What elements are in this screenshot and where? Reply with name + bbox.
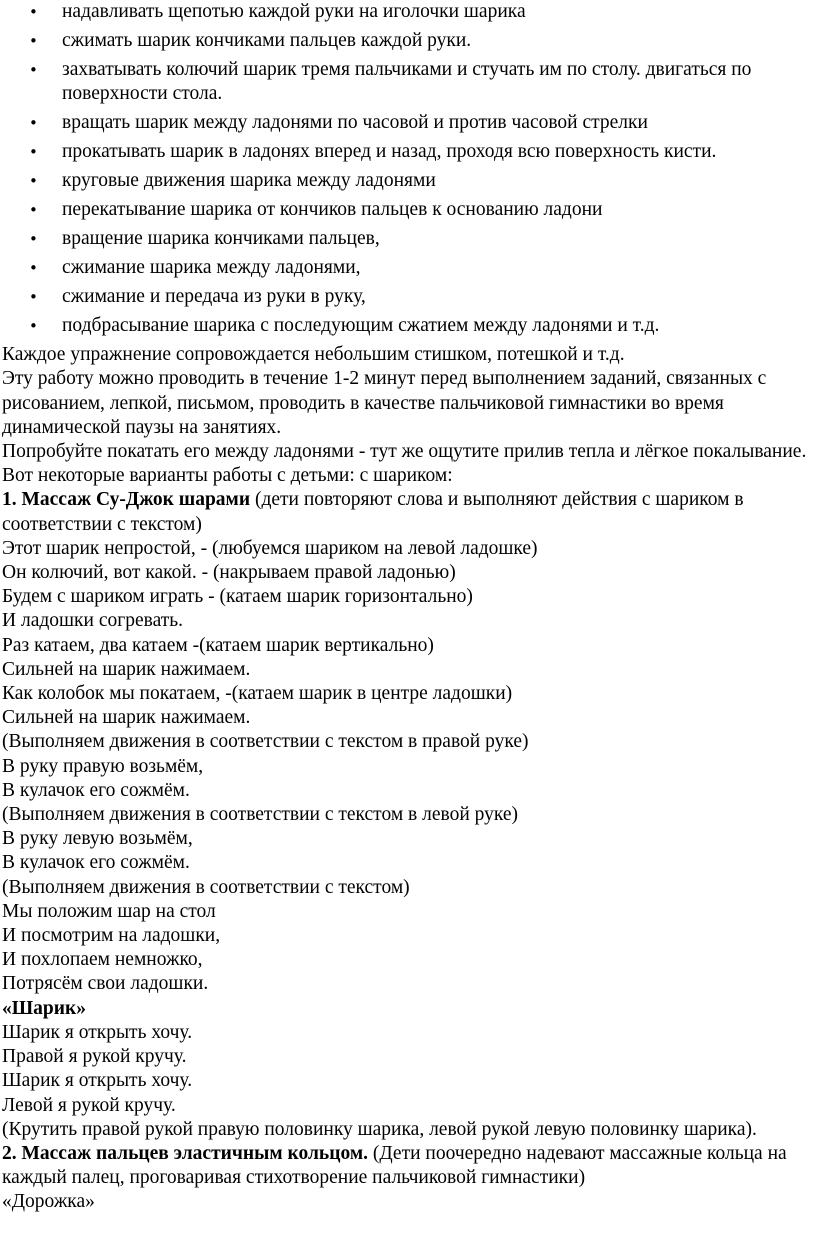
poem-line: (Выполняем движения в соответствии с текстом в правой руке) bbox=[2, 731, 529, 753]
section-1-heading: 1. Массаж Су-Джок шарами bbox=[2, 489, 251, 511]
poem-line: (Выполняем движения в соответствии с текстом в левой руке) bbox=[2, 804, 519, 826]
poem-line: Сильней на шарик нажимаем. bbox=[2, 707, 251, 729]
list-item: • прокатывать шарик в ладонях вперед и назад, проходя всю поверхность кисти. bbox=[2, 140, 812, 164]
poem-line: И похлопаем немножко, bbox=[2, 949, 203, 971]
list-item: • сжимать шарик кончиками пальцев каждой руки. bbox=[2, 29, 812, 53]
section-1 bbox=[2, 488, 812, 536]
poem-line: В руку правую возьмём, bbox=[2, 755, 204, 777]
section-2 bbox=[2, 1142, 812, 1190]
poem-line: Как колобок мы покатаем, -(катаем шарик в центре ладошки) bbox=[2, 683, 513, 705]
poem-line: В кулачок его сожмём. bbox=[2, 852, 190, 874]
list-item: • захватывать колючий шарик тремя пальчиками и стучать им по столу. двигаться по поверхности стола. bbox=[2, 58, 812, 106]
poem-line: И ладошки согревать. bbox=[2, 610, 184, 632]
closing-title: «Дорожка» bbox=[2, 1191, 95, 1213]
sharik-line: Левой я рукой кручу. bbox=[2, 1094, 176, 1116]
list-item: • подбрасывание шарика с последующим сжатием между ладонями и т.д. bbox=[2, 314, 812, 338]
list-item: • круговые движения шарика между ладонями bbox=[2, 169, 812, 193]
section-2-note: (Дети поочередно надевают массажные кольца на каждый палец, проговаривая стихотворение пальчиковой гимнастики) bbox=[2, 1142, 787, 1189]
list-item: • вращать шарик между ладонями по часовой и против часовой стрелки bbox=[2, 111, 812, 135]
section-2-heading: 2. Массаж пальцев эластичным кольцом. bbox=[2, 1142, 369, 1164]
poem-line: Потрясём свои ладошки. bbox=[2, 973, 209, 995]
sharik-line: Шарик я открыть хочу. bbox=[2, 1070, 193, 1092]
paragraph: Попробуйте покатать его между ладонями - тут же ощутите прилив тепла и лёгкое покалывание. bbox=[2, 441, 807, 463]
list-item: • сжимание и передача из руки в руку, bbox=[2, 285, 812, 309]
list-item: • вращение шарика кончиками пальцев, bbox=[2, 227, 812, 251]
sharik-line: (Крутить правой рукой правую половинку шарика, левой рукой левую половинку шарика). bbox=[2, 1118, 757, 1140]
poem-line: Он колючий, вот какой. - (накрываем правой ладонью) bbox=[2, 562, 456, 584]
poem-line: В кулачок его сожмём. bbox=[2, 779, 190, 801]
paragraph: Эту работу можно проводить в течение 1-2 минут перед выполнением заданий, связанных с рисованием, лепкой, письмом, проводить в качестве пальчиковой гимнастики во время динамической паузы на занятиях. bbox=[2, 368, 767, 438]
sharik-title bbox=[2, 997, 812, 1021]
exercise-list bbox=[2, 0, 812, 338]
poem-line: Мы положим шар на стол bbox=[2, 900, 216, 922]
paragraph: Каждое упражнение сопровождается небольшим стишком, потешкой и т.д. bbox=[2, 344, 625, 366]
list-item: • перекатывание шарика от кончиков пальцев к основанию ладони bbox=[2, 198, 812, 222]
poem-line: И посмотрим на ладошки, bbox=[2, 925, 221, 947]
sharik-line: Правой я рукой кручу. bbox=[2, 1046, 187, 1068]
poem-line: Этот шарик непростой, - (любуемся шариком на левой ладошке) bbox=[2, 537, 538, 559]
section-1-note: (дети повторяют слова и выполняют действия с шариком в соответствии с текстом) bbox=[2, 489, 744, 535]
list-item: • надавливать щепотью каждой руки на иголочки шарика bbox=[2, 0, 812, 24]
sharik-title-text: «Шарик» bbox=[2, 997, 86, 1019]
poem-line: Будем с шариком играть - (катаем шарик горизонтально) bbox=[2, 586, 473, 608]
paragraph: Вот некоторые варианты работы с детьми: с шариком: bbox=[2, 465, 453, 487]
list-item: • сжимание шарика между ладонями, bbox=[2, 256, 812, 280]
sharik-line: Шарик я открыть хочу. bbox=[2, 1021, 193, 1043]
poem-line: Раз катаем, два катаем -(катаем шарик вертикально) bbox=[2, 634, 434, 656]
poem-line: Сильней на шарик нажимаем. bbox=[2, 658, 251, 680]
poem-line: В руку левую возьмём, bbox=[2, 828, 193, 850]
poem-line: (Выполняем движения в соответствии с текстом) bbox=[2, 876, 410, 898]
